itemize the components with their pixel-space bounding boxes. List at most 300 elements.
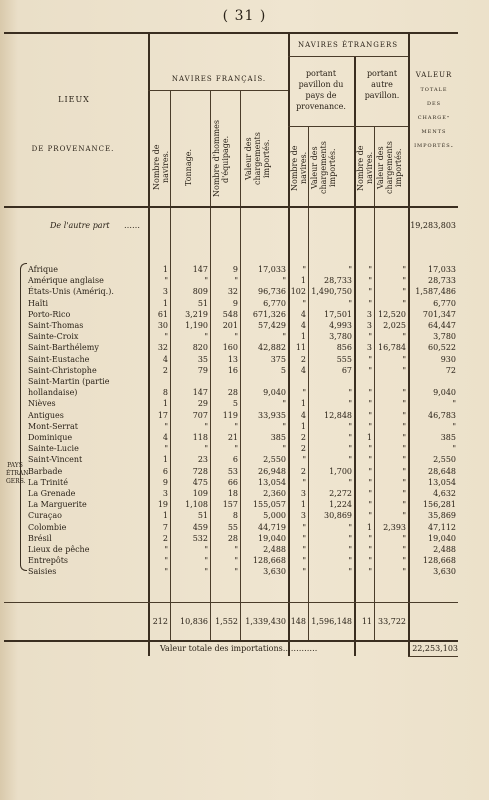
row-label: Antigues (28, 410, 64, 420)
cell-pn: 2 (300, 444, 306, 454)
row-label: Curaçao (28, 511, 62, 521)
cell-av: " (402, 489, 406, 498)
cell-fv: 2,550 (263, 455, 286, 465)
header-lieux: LIEUX (58, 95, 90, 104)
cell-ft: 29 (197, 399, 208, 409)
cell-fv: 3,630 (263, 567, 286, 577)
cell-tot: 60,522 (428, 343, 456, 353)
cell-pv: 3,780 (329, 332, 352, 342)
cell-ft: 459 (192, 522, 208, 532)
cell-ft: 79 (197, 365, 208, 375)
cell-fh: " (234, 444, 238, 454)
cell-fn: " (164, 276, 168, 286)
cell-tot: " (452, 421, 456, 431)
cell-tot: 64,447 (428, 321, 456, 330)
cell-pn: 3 (300, 511, 306, 521)
cell-pv: " (348, 388, 352, 398)
cell-av: " (402, 545, 406, 554)
cell-an: " (368, 533, 372, 543)
cell-pn: 4 (300, 321, 306, 330)
cell-tot: 28,733 (428, 276, 456, 286)
table-row (4, 376, 458, 387)
cell-an: " (368, 388, 372, 398)
row-label: Saint-Thomas (28, 321, 84, 330)
cell-av: " (402, 298, 406, 308)
cell-fv: 2,488 (263, 545, 286, 554)
cell-fv: 671,326 (252, 309, 286, 319)
cell-ft: " (204, 556, 208, 566)
cell-fh: 32 (227, 287, 238, 297)
cell-tot: 19,040 (428, 533, 456, 543)
row-label: Saint-Vincent (28, 455, 83, 465)
cell-fh: 28 (227, 388, 238, 398)
row-label: Sainte-Croix (28, 332, 79, 342)
row-label: Saint-Christophe (28, 365, 97, 375)
cell-pn: " (302, 522, 306, 532)
cell-fv: 9,040 (263, 388, 286, 398)
cell-fv: 375 (270, 354, 286, 364)
cell-ft: 109 (192, 489, 208, 498)
table-row (4, 488, 458, 499)
cell-pn: 11 (295, 343, 306, 353)
cell-an: " (368, 399, 372, 409)
row-label: Dominique (28, 433, 73, 442)
cell-pv: 67 (341, 365, 352, 375)
cell-av: 2,025 (383, 321, 406, 330)
row-label: Barbade (28, 466, 63, 476)
cell-tot: 3,780 (433, 332, 456, 342)
cell-fn: " (164, 545, 168, 554)
cell-av: " (402, 556, 406, 566)
cell-pn: " (302, 567, 306, 577)
cell-ft: " (204, 567, 208, 577)
header-navires-etrangers: NAVIRES ÉTRANGERS (297, 41, 399, 49)
cell-tot: 46,783 (428, 410, 456, 420)
cell-pv: " (348, 298, 352, 308)
cell-fn: " (164, 556, 168, 566)
grand-total-value: 22,253,103 (412, 644, 458, 653)
row-label: Mont-Serrat (28, 421, 78, 431)
cell-ft: 1,108 (185, 500, 208, 510)
cell-fh: 6 (232, 455, 238, 465)
cell-pv: 1,490,750 (311, 287, 352, 297)
cell-pn: 1 (300, 332, 306, 342)
table-row (4, 398, 458, 409)
cell-an: " (368, 455, 372, 465)
cell-fn: 3 (162, 287, 168, 297)
cell-fh: 9 (232, 265, 238, 274)
cell-fv: 96,736 (258, 287, 286, 297)
cell-fh: 9 (232, 298, 238, 308)
cell-fn: 4 (162, 354, 168, 364)
cell-tot: 72 (445, 365, 456, 375)
cell-pv: " (348, 399, 352, 409)
table-row (4, 443, 458, 454)
cell-an: 1 (366, 433, 372, 442)
cell-fh: 13 (227, 354, 238, 364)
cell-pv: " (348, 522, 352, 532)
row-label: États-Unis (Amériq.). (28, 287, 114, 297)
cell-pv: 555 (336, 354, 352, 364)
cell-tot: 6,770 (433, 298, 456, 308)
cell-fh: " (234, 567, 238, 577)
cell-an: 3 (366, 309, 372, 319)
table-row (4, 410, 458, 421)
cell-fh: 201 (222, 321, 238, 330)
cell-av: " (402, 511, 406, 521)
cell-tot: 930 (440, 354, 456, 364)
cell-ft: 147 (192, 265, 208, 274)
cell-pv: 28,733 (324, 276, 352, 286)
cell-pv: 1,224 (329, 500, 352, 510)
cell-fn: 4 (162, 433, 168, 442)
cell-an: " (368, 444, 372, 454)
cell-pn: 1 (300, 399, 306, 409)
cell-ft: " (204, 421, 208, 431)
cell-pn: " (302, 477, 306, 487)
cell-pv: " (348, 545, 352, 554)
row-label: Porto-Rico (28, 309, 71, 319)
cell-pn: " (302, 533, 306, 543)
cell-fh: 119 (222, 410, 238, 420)
page-number: ( 31 ) (222, 8, 267, 24)
cell-pv: " (348, 533, 352, 543)
cell-fh: " (234, 276, 238, 286)
table-row (4, 477, 458, 488)
cell-fn: 32 (157, 343, 168, 353)
cell-pv: " (348, 433, 352, 442)
header-a-nombre: Nombre de navires. (356, 145, 374, 191)
cell-fn: 1 (162, 265, 168, 274)
cell-fv: " (282, 276, 286, 286)
cell-ft: 147 (192, 388, 208, 398)
cell-an: " (368, 287, 372, 297)
cell-an: 3 (366, 321, 372, 330)
cell-av: " (402, 433, 406, 442)
cell-fv: 42,882 (258, 343, 286, 353)
cell-av: " (402, 276, 406, 286)
cell-fh: 16 (227, 365, 238, 375)
table-row (4, 555, 458, 566)
cell-an: " (368, 567, 372, 577)
cell-fv: 33,935 (258, 410, 286, 420)
cell-pn: 1 (300, 421, 306, 431)
header-valeur-totale: VALEUR totale des charge-ments importés. (414, 71, 454, 149)
cell-tot: " (452, 444, 456, 454)
cell-fv: " (282, 444, 286, 454)
cell-fh: 55 (227, 522, 238, 532)
row-totals: 212 10,836 1,552 1,339,430 148 1,596,148 11 33,722 (152, 617, 406, 626)
cell-fh: 66 (227, 477, 238, 487)
cell-tot: 9,040 (433, 388, 456, 398)
row-autre-part: De l'autre part …… 19,283,803 (50, 221, 456, 230)
cell-ft: 707 (192, 410, 208, 420)
group-label: PAYS ÉTRAN-GERS. (6, 462, 31, 485)
row-label: Sainte-Lucie (28, 444, 79, 454)
row-label: Brésil (28, 533, 52, 543)
row-label: Lieux de pêche (28, 545, 90, 554)
cell-av: " (402, 265, 406, 274)
cell-pv: 856 (336, 343, 352, 353)
cell-an: " (368, 466, 372, 476)
header-f-valeur: Valeur des chargements importés. (244, 132, 271, 186)
cell-ft: 118 (192, 433, 208, 442)
table-row (4, 510, 458, 521)
cell-fh: 8 (232, 511, 238, 521)
cell-av: " (402, 421, 406, 431)
cell-ft: " (204, 444, 208, 454)
cell-an: " (368, 265, 372, 274)
header-navires-francais: NAVIRES FRANÇAIS. (171, 75, 267, 83)
header-a-valeur: Valeur des chargements importés. (376, 141, 403, 195)
cell-av: " (402, 466, 406, 476)
cell-tot: 2,488 (433, 545, 456, 554)
cell-pv: " (348, 567, 352, 577)
cell-pn: 4 (300, 365, 306, 375)
table-row (4, 354, 458, 365)
cell-fh: " (234, 421, 238, 431)
cell-an: " (368, 489, 372, 498)
cell-fh: " (234, 332, 238, 342)
cell-ft: 1,190 (185, 321, 208, 330)
cell-pn: " (302, 455, 306, 465)
cell-fv: 5 (280, 365, 286, 375)
cell-an: " (368, 354, 372, 364)
table-row (4, 421, 458, 432)
cell-pv: " (348, 265, 352, 274)
table-row (4, 454, 458, 465)
table-row (4, 499, 458, 510)
cell-tot: 35,869 (428, 511, 456, 521)
header-f-tonnage: Tonnage. (184, 148, 193, 186)
cell-pn: 3 (300, 489, 306, 498)
row-label: Nièves (28, 399, 56, 409)
cell-ft: " (204, 332, 208, 342)
cell-an: " (368, 477, 372, 487)
row-label: Saint-Barthélemy (28, 343, 99, 353)
cell-ft: 728 (192, 466, 208, 476)
header-provenance: DE PROVENANCE. (31, 145, 115, 153)
cell-fh: 18 (227, 489, 238, 498)
row-label: Amérique anglaise (28, 276, 104, 286)
cell-fv: " (282, 399, 286, 409)
row-label: Saint-Martin (partie (28, 377, 110, 386)
cell-ft: 475 (192, 477, 208, 487)
cell-tot: 13,054 (428, 477, 456, 487)
row-label: Saisies (28, 567, 57, 577)
cell-an: " (368, 410, 372, 420)
cell-pv: 30,869 (324, 511, 352, 521)
cell-an: " (368, 556, 372, 566)
cell-fv: 13,054 (258, 477, 286, 487)
cell-av: " (402, 410, 406, 420)
cell-fv: 44,719 (258, 522, 286, 532)
cell-fn: 8 (162, 388, 168, 398)
cell-av: 16,784 (378, 343, 406, 353)
cell-av: " (402, 477, 406, 487)
row-label: Entrepôts (28, 556, 69, 566)
cell-fn: 30 (157, 321, 168, 330)
cell-fv: 17,033 (258, 265, 286, 274)
cell-fn: " (164, 567, 168, 577)
cell-fh: 21 (227, 433, 238, 442)
cell-fn: 1 (162, 298, 168, 308)
cell-fn: 7 (162, 522, 168, 532)
cell-pn: " (302, 556, 306, 566)
cell-pv: " (348, 455, 352, 465)
cell-fh: 28 (227, 533, 238, 543)
cell-pn: 2 (300, 466, 306, 476)
cell-fn: 1 (162, 511, 168, 521)
row-label: Colombie (28, 522, 67, 532)
table-row (4, 264, 458, 275)
cell-pn: " (302, 545, 306, 554)
table-row (4, 286, 458, 297)
cell-pn: 2 (300, 354, 306, 364)
cell-pv: " (348, 477, 352, 487)
cell-ft: 51 (197, 511, 208, 521)
cell-pv: 4,993 (329, 321, 352, 330)
table-row (4, 342, 458, 353)
cell-fh: " (234, 545, 238, 554)
cell-ft: 23 (197, 455, 208, 465)
cell-tot: 156,281 (422, 500, 456, 510)
cell-av: 12,520 (378, 309, 406, 319)
cell-fh: 548 (222, 309, 238, 319)
cell-fn: 2 (162, 365, 168, 375)
cell-av: " (402, 399, 406, 409)
cell-pn: " (302, 298, 306, 308)
table-row (4, 544, 458, 555)
cell-pv: 17,501 (324, 309, 352, 319)
table-row (4, 466, 458, 477)
cell-fn: " (164, 444, 168, 454)
cell-pn: " (302, 388, 306, 398)
cell-an: " (368, 276, 372, 286)
cell-pn: " (302, 265, 306, 274)
header-p-valeur: Valeur des chargements importés. (310, 141, 337, 195)
cell-tot: 1,587,486 (415, 287, 456, 297)
cell-pn: 2 (300, 433, 306, 442)
cell-an: 3 (366, 343, 372, 353)
cell-tot: 2,550 (433, 455, 456, 465)
cell-pn: 102 (290, 287, 306, 297)
cell-av: " (402, 533, 406, 543)
cell-fv: " (282, 332, 286, 342)
cell-tot: 17,033 (428, 265, 456, 274)
cell-av: " (402, 455, 406, 465)
cell-fh: 53 (227, 466, 238, 476)
header-autre-pavillon: portant autre pavillon. (364, 69, 400, 100)
table-row (4, 298, 458, 309)
cell-pn: 4 (300, 410, 306, 420)
cell-pv: 1,700 (329, 466, 352, 476)
cell-av: " (402, 287, 406, 297)
header-f-hommes: Nombre d'hommes d'équipage. (212, 120, 230, 198)
imports-table (4, 32, 458, 656)
cell-ft: 35 (197, 354, 208, 364)
cell-ft: 532 (192, 533, 208, 543)
cell-fh: 5 (232, 399, 238, 409)
cell-av: " (402, 365, 406, 375)
cell-tot: 3,630 (433, 567, 456, 577)
header-p-nombre: Nombre de navires. (290, 145, 308, 191)
row-label: La Grenade (28, 489, 76, 498)
cell-an: " (368, 298, 372, 308)
cell-ft: 3,219 (185, 309, 208, 319)
cell-pn: 4 (300, 309, 306, 319)
cell-tot: 28,648 (428, 466, 456, 476)
cell-fv: 128,668 (252, 556, 286, 566)
row-label: Afrique (28, 265, 58, 274)
cell-pv: 12,848 (324, 410, 352, 420)
cell-fn: 1 (162, 399, 168, 409)
header-pavillon-pays: portant pavillon du pays de provenance. (296, 69, 346, 111)
cell-ft: 809 (192, 287, 208, 297)
cell-fv: 26,948 (258, 466, 286, 476)
cell-fn: 19 (157, 500, 168, 510)
cell-av: " (402, 567, 406, 577)
cell-ft: 820 (192, 343, 208, 353)
cell-an: " (368, 511, 372, 521)
row-label: La Marguerite (28, 500, 87, 510)
table-row (4, 387, 458, 398)
cell-tot: 385 (440, 433, 456, 442)
row-label: hollandaise) (28, 388, 78, 398)
grand-total-label: Valeur totale des importations…………. (160, 644, 318, 653)
row-label: La Trinité (28, 477, 69, 487)
table-row (4, 432, 458, 443)
cell-ft: " (204, 545, 208, 554)
cell-fn: 2 (162, 533, 168, 543)
cell-an: " (368, 365, 372, 375)
cell-av: " (402, 388, 406, 398)
cell-ft: " (204, 276, 208, 286)
cell-pn: 1 (300, 276, 306, 286)
cell-an: " (368, 332, 372, 342)
cell-fn: 6 (162, 466, 168, 476)
table-row (4, 566, 458, 577)
cell-fn: " (164, 421, 168, 431)
cell-pv: 2,272 (329, 489, 352, 498)
cell-fv: 57,429 (258, 321, 286, 330)
cell-fh: 157 (222, 500, 238, 510)
cell-fn: 3 (162, 489, 168, 498)
cell-an: " (368, 545, 372, 554)
cell-pv: " (348, 444, 352, 454)
table-row (4, 522, 458, 533)
cell-fv: 2,360 (263, 489, 286, 498)
cell-tot: " (452, 399, 456, 409)
cell-pv: " (348, 421, 352, 431)
table-row (4, 309, 458, 320)
cell-fh: 160 (222, 343, 238, 353)
cell-av: 2,393 (383, 522, 406, 532)
cell-fv: 155,057 (252, 500, 286, 510)
cell-fn: 1 (162, 455, 168, 465)
table-row (4, 365, 458, 376)
cell-fn: 9 (162, 477, 168, 487)
cell-pv: " (348, 556, 352, 566)
row-label: Haïti (28, 298, 49, 308)
cell-tot: 128,668 (422, 556, 456, 566)
cell-tot: 4,632 (433, 489, 456, 498)
cell-fv: " (282, 421, 286, 431)
table-row (4, 275, 458, 286)
cell-pn: 1 (300, 500, 306, 510)
table-row (4, 320, 458, 331)
cell-av: " (402, 500, 406, 510)
